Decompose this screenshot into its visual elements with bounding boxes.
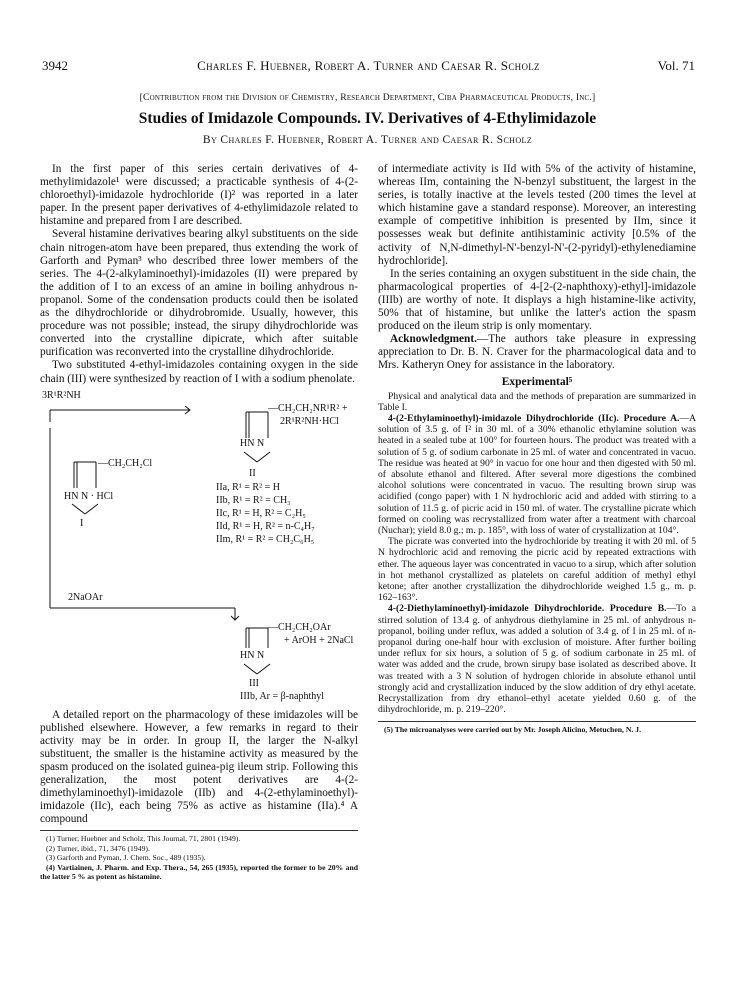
byproduct-arOH-nacl: + ArOH + 2NaCl (284, 634, 354, 646)
paragraph: Physical and analytical data and the methods of preparation are summarized in Table I. (378, 390, 696, 413)
experimental-section (378, 391, 696, 716)
reaction-scheme (40, 388, 358, 706)
procedure-a-text: —A solution of 3.5 g. of I² in 30 ml. of a 30% ethanolic ethylamine solution was heated in a sealed tube at 100° for fourteen hours. The product was treated with a solution of 5 g. of sodium carbonate in 25 ml. of water and concentrated in vacuo. The residue was heated at 90° in vacuo for one hour and then digested with 50 ml. of absolute ethanol and filtered. After several more digestions the combined alcohol solutions were concentrated in vacuo. The resulting brown sirup was acidified (congo paper) with 1 N hydrochloric acid and added with stirring to a solution of 11.5 g. of picric acid in 150 ml. of water. The crystalline picrate which formed on cooling was recrystallized from water after a treatment with charcoal (Nuchar); yield 8.0 g.; m. p. 185°, with loss of water of crystallization at 104°. (378, 413, 696, 537)
footnote: (3) Garforth and Pyman, J. Chem. Soc., 489 (1935). (46, 853, 206, 863)
contribution-line: [Contribution from the Division of Chemistry, Research Department, Ciba Pharmaceutical Products, Inc.] (139, 92, 596, 103)
reagent-sodium-phenolate: 2NaOAr (68, 591, 103, 603)
ring-III-label: HN N (240, 649, 265, 661)
starting-ring: HN N · HCl (64, 490, 114, 502)
reagent-amine: 3R¹R²NH (42, 389, 81, 401)
footnotes (40, 830, 358, 881)
byproduct-amine-hcl: 2R¹R²NH·HCl (280, 415, 339, 427)
compound-IIm: IIm, R¹ = R² = CH₂C₆H₅ (216, 533, 315, 545)
page-number: 3942 (42, 58, 68, 73)
footnote: (2) Turner, ibid., 71, 3476 (1949). (46, 843, 150, 853)
left-column (40, 163, 358, 881)
volume-label: Vol. 71 (657, 58, 695, 73)
acknowledgment-title: Acknowledgment. (390, 333, 477, 346)
label-I: I (80, 517, 84, 529)
paragraph: The picrate was converted into the hydrochloride by treating it with 20 ml. of 5 N hydrochloric acid and removing the picric acid by repeated extractions with ether. The aqueous layer was concentrated in vacuo to a sirup, which after solution in hot methanol crystallized as platelets on careful addition of methyl ethyl ketone; after another crystallization the dihydrochloride weighed 1.5 g., m. p. 162–163°. (378, 536, 696, 604)
paragraph: In the series containing an oxygen substituent in the side chain, the pharmacological properties of 4-[2-(2-naphthoxy)-ethyl]-imidazole (IIIb) are worthy of note. It displays a high histamine-like activity, 50% that of histamine, but unlike the latter's action the spasm produced on the ileum strip is only momentary. (378, 267, 696, 333)
compound-IIIb: IIIb, Ar = β-naphthyl (240, 690, 325, 702)
compound-IIb: IIb, R¹ = R² = CH₃ (216, 494, 291, 506)
footnote: (4) Vartiainen, J. Pharm. and Exp. Thera., 54, 265 (1935), reported the former to be 20% and the latter 5 % as potent as histamine. (40, 862, 358, 882)
paragraph: A detailed report on the pharmacology of these imidazoles will be published elsewhere. However, a few remarks in regard to their activity may be in order. In group II, the larger the N-alkyl substituent, the smaller is the histamine activity as measured by the spasm produced on the isolated guinea-pig ileum strip. Following this generalization, the most potent derivatives are 4-(2-dimethylaminoethyl)-imidazole (IIb) and 4-(2-ethylaminoethyl)-imidazole (IIc), each being 75% as active as histamine (IIa).⁴ A compound (40, 708, 358, 826)
acknowledgment (378, 333, 696, 372)
product-III-side-chain: —CH₂CH₂OAr (268, 621, 331, 633)
footnote: (1) Turner, Huebner and Scholz, This Journal, 71, 2801 (1949). (46, 834, 241, 844)
scheme-lines (40, 388, 358, 706)
compound-IId: IId, R¹ = H, R² = n-C₄H₇ (216, 520, 315, 532)
compound-IIa: IIa, R¹ = R² = H (216, 481, 280, 493)
paragraph: of intermediate activity is IId with 5% of the activity of histamine, whereas IIm, containing the N-benzyl substituent, the largest in the series, is totally inactive at the levels tested (200 times the level at which histamine gave a standard response). Moreover, an interesting example of competitive inhibition is presented by IIm, since it possesses weak but definite antihistaminic activity [0.5% of the activity of N,N-dimethyl-N'-benzyl-N'-(2-pyridyl)-ethylenediamine hydrochloride]. (378, 163, 696, 267)
right-column (378, 163, 696, 735)
procedure-b-text: —To a stirred solution of 13.4 g. of anhydrous diethylamine in 25 ml. of anhydrous n-propanol, boiling under reflux, was added a solution of 3.4 g. of I in 25 ml. of n-propanol during one-half hour with exclusion of moisture. After further boiling under reflux for six hours, a solution of 5 g. of sodium carbonate in 25 ml. of water was added and the crude, brown sirupy base isolated as described above. It was treated with a 3 N solution of hydrogen chloride in absolute ethanol until strongly acid and crystallization induced by the slow addition of dry ethyl acetate. Recrystallization from dry ethanol–ethyl acetate yielded 0.60 g. of the dihydrochloride, m. p. 219–220°. (378, 603, 696, 716)
label-III: III (249, 677, 259, 689)
running-head (42, 58, 695, 76)
running-authors: Charles F. Huebner, Robert A. Turner and Caesar R. Scholz (197, 58, 540, 73)
compound-IIc: IIc, R¹ = H, R² = C₂H₅ (216, 507, 306, 519)
product-II-side-chain: —CH₂CH₂NR¹R² + (268, 402, 348, 414)
footnote: (5) The microanalyses were carried out by Mr. Joseph Alicino, Metuchen, N. J. (378, 721, 696, 734)
procedure-a (378, 413, 696, 536)
procedure-b (378, 603, 696, 715)
starting-side-chain: —CH₂CH₂Cl (98, 457, 153, 469)
label-II: II (249, 467, 256, 479)
ring-II-label: HN N (240, 437, 265, 449)
byline: By Charles F. Huebner, Robert A. Turner and Caesar R. Scholz (202, 134, 533, 146)
experimental-heading: Experimental⁵ (501, 375, 573, 388)
procedure-a-title: 4-(2-Ethylaminoethyl)-imidazole Dihydrochloride (IIc). Procedure A. (388, 413, 680, 424)
paragraph: Two substituted 4-ethyl-imidazoles containing oxygen in the side chain (III) were synthesized by reaction of I with a sodium phenolate. (40, 359, 358, 385)
acknowledgment-text: —The authors take pleasure in expressing appreciation to Dr. B. N. Craver for the pharmacological data and to Mrs. Katheryn Oney for assistance in the laboratory. (378, 333, 696, 372)
article-title: Studies of Imidazole Compounds. IV. Derivatives of 4-Ethylimidazole (138, 110, 597, 127)
procedure-b-title: 4-(2-Diethylaminoethyl)-imidazole Dihydrochloride. Procedure B. (388, 603, 667, 615)
paragraph: Several histamine derivatives bearing alkyl substituents on the side chain nitrogen-atom have been prepared, thus extending the work of Garforth and Pyman³ who described three lower members of the series. The 4-(2-alkylaminoethyl)-imidazoles (II) were prepared by the addition of I to an excess of an amine in boiling anhydrous n-propanol. Some of the condensation products could then be isolated as the dihydrochloride or dihydrobromide. Usually, however, this procedure was not possible; instead, the sirupy dihydrochloride was converted into the crystalline dipicrate, which after suitable purification was reconverted into the crystalline dihydrochloride. (40, 228, 358, 359)
paragraph: In the first paper of this series certain derivatives of 4-methylimidazole¹ were discussed; a practicable synthesis of 4-(2-chloroethyl)-imidazole hydrochloride (I)² was reported in a later paper. In the present paper derivatives of 4-ethylimidazole related to histamine and prepared from I are described. (40, 163, 358, 228)
